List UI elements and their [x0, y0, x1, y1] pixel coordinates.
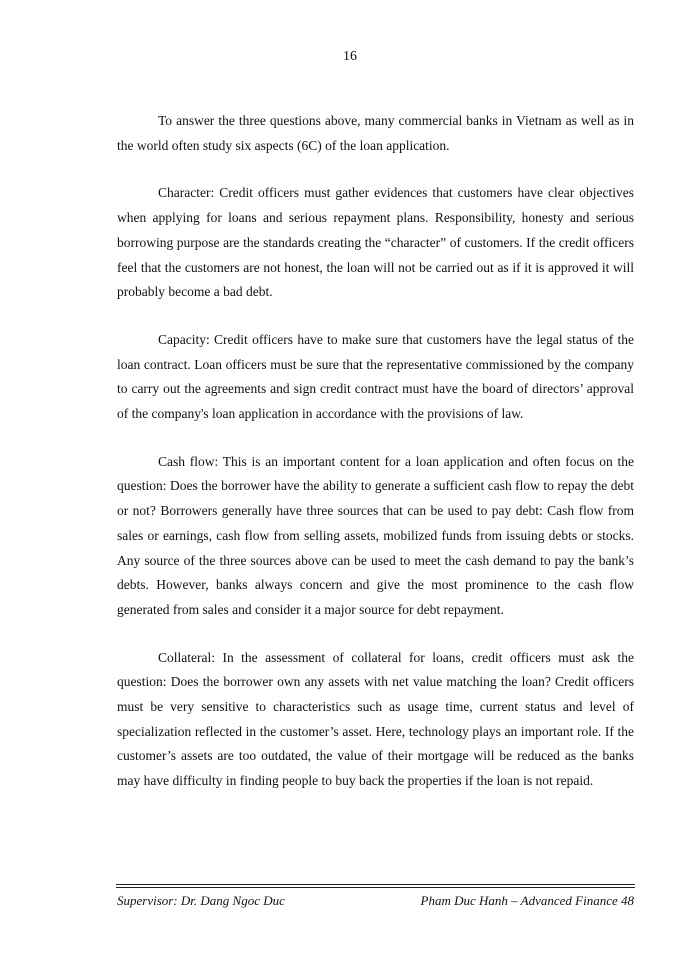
footer-supervisor: Supervisor: Dr. Dang Ngoc Duc	[117, 893, 285, 908]
page-number: 16	[343, 49, 357, 64]
footer-divider	[116, 884, 635, 885]
footer-author: Pham Duc Hanh – Advanced Finance 48	[420, 893, 634, 908]
paragraph-cash-flow: Cash flow: This is an important content for a loan application and often focus on the question: Does the borrower have the ability to generate a sufficient cash flow to repay the debt or not? Borrowers generally have three sources that can be used to pay debt: Cash flow from sales or earnings, cash flow from selling assets, mobilized funds from issuing debts or stocks. Any source of the three sources above can be used to meet the cash demand to pay the bank’s debts. However, banks always concern and give the most prominence to the cash flow generated from sales and consider it a major source for debt repayment.	[117, 453, 634, 617]
paragraph-character: Character: Credit officers must gather evidences that customers have clear objectives when applying for loans and serious repayment plans. Responsibility, honesty and serious borrowing purpose are the standards creating the “character” of customers. If the credit officers feel that the customers are not honest, the loan will not be carried out as if it is approved it will probably become a bad debt.	[117, 185, 634, 300]
paragraph-capacity: Capacity: Credit officers have to make sure that customers have the legal status of the loan contract. Loan officers must be sure that the representative commissioned by the company to carry out the agreements and sign credit contract must have the board of directors’ approval of the company's loan application in accordance with the provisions of law.	[117, 331, 634, 422]
footer-divider-secondary	[116, 887, 635, 888]
paragraph-collateral: Collateral: In the assessment of collateral for loans, credit officers must ask the question: Does the borrower own any assets with net value matching the loan? Credit officers must be very sensitive to characteristics such as usage time, current status and level of specialization reflected in the customer’s asset. Here, technology plays an important role. If the customer’s assets are too outdated, the value of their mortgage will be reduced as the banks may have difficulty in finding people to buy back the properties if the loan is not repaid.	[117, 649, 634, 789]
document-body	[117, 109, 634, 817]
paragraph-intro: To answer the three questions above, many commercial banks in Vietnam as well as in the world often study six aspects (6C) of the loan application.	[117, 113, 634, 153]
